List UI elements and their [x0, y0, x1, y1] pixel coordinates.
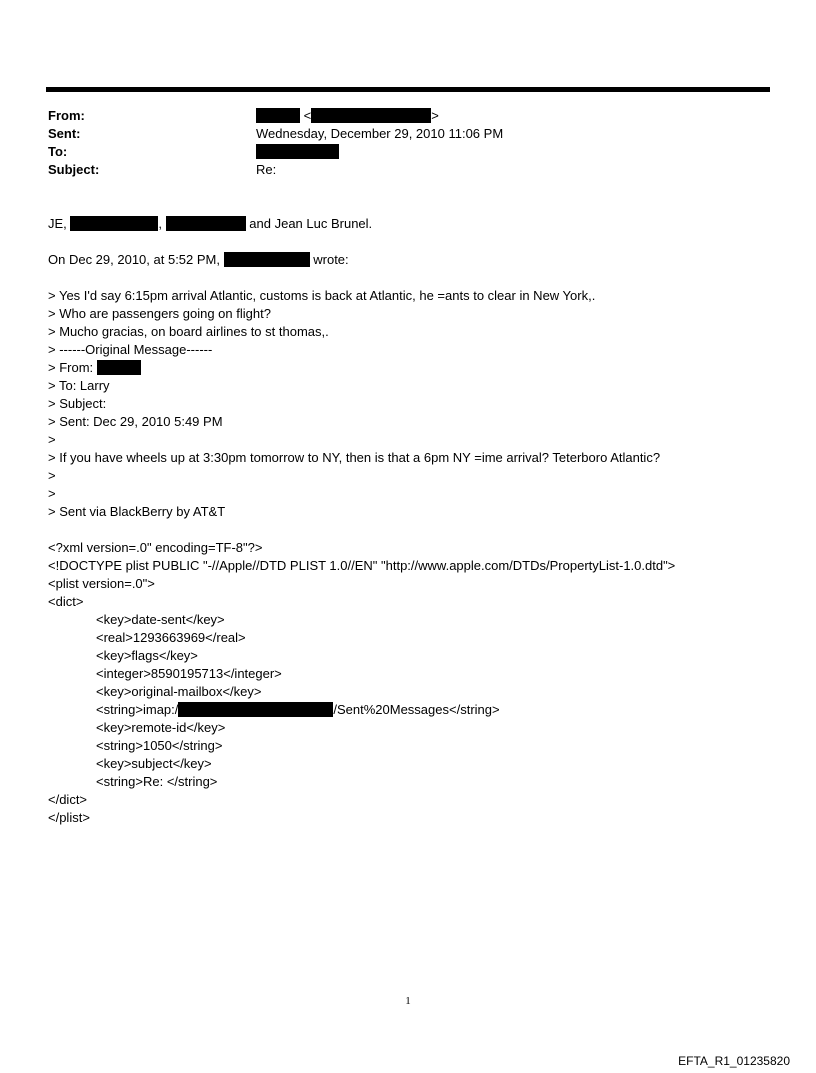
quoted-line: > Who are passengers going on flight? [48, 306, 271, 321]
redaction-block [166, 216, 246, 231]
plist-entry: <key>remote-id</key> [96, 720, 226, 735]
wrote-line [48, 251, 349, 269]
quoted-line: > [48, 486, 56, 501]
imap-suffix: /Sent%20Messages</string> [333, 702, 500, 717]
quoted-line: > ------Original Message------ [48, 342, 213, 357]
redaction-block [178, 702, 333, 717]
from-value [256, 107, 439, 125]
quoted-from-line [48, 359, 141, 377]
imap-prefix: <string>imap:/ [96, 702, 179, 717]
plist-open: <plist version=.0"> [48, 576, 155, 591]
sent-value: Wednesday, December 29, 2010 11:06 PM [256, 126, 504, 141]
redaction-block [70, 216, 158, 231]
to-value [256, 143, 339, 161]
redaction-block [224, 252, 310, 267]
from-label: From: [48, 108, 85, 123]
redaction-block [256, 144, 339, 159]
quoted-line: > [48, 432, 56, 447]
quoted-line: > Yes I'd say 6:15pm arrival Atlantic, customs is back at Atlantic, he =ants to clear in New York,. [48, 288, 596, 303]
quoted-line: > Sent: Dec 29, 2010 5:49 PM [48, 414, 223, 429]
plist-xml-decl: <?xml version=.0" encoding=TF-8"?> [48, 540, 263, 555]
from-lt: < [303, 108, 312, 123]
quoted-line: > To: Larry [48, 378, 110, 393]
top-rule [46, 87, 770, 92]
quoted-from-label: > From: [48, 360, 94, 375]
subject-value: Re: [256, 162, 277, 177]
plist-entry: <string>Re: </string> [96, 774, 218, 789]
from-gt: > [431, 108, 439, 123]
plist-entry: <key>flags</key> [96, 648, 198, 663]
sent-label: Sent: [48, 126, 81, 141]
redaction-block [97, 360, 141, 375]
quoted-line: > Sent via BlackBerry by AT&T [48, 504, 226, 519]
plist-entry: <key>date-sent</key> [96, 612, 225, 627]
dict-close: </dict> [48, 792, 88, 807]
bates-number: EFTA_R1_01235820 [678, 1054, 790, 1068]
plist-entry: <integer>8590195713</integer> [96, 666, 282, 681]
plist-close: </plist> [48, 810, 90, 825]
redaction-block [256, 108, 300, 123]
plist-entry: <real>1293663969</real> [96, 630, 246, 645]
greeting-suffix: and Jean Luc Brunel. [249, 216, 373, 231]
wrote-prefix: On Dec 29, 2010, at 5:52 PM, [48, 252, 220, 267]
plist-doctype: <!DOCTYPE plist PUBLIC "-//Apple//DTD PLIST 1.0//EN" "http://www.apple.com/DTDs/PropertyList-1.0.dtd"> [48, 558, 676, 573]
page-number: 1 [405, 995, 411, 1007]
plist-entry: <key>original-mailbox</key> [96, 684, 262, 699]
redaction-block [311, 108, 431, 123]
plist-entry: <string>1050</string> [96, 738, 223, 753]
quoted-line: > [48, 468, 56, 483]
dict-open: <dict> [48, 594, 84, 609]
greeting-line [48, 215, 372, 233]
wrote-suffix: wrote: [313, 252, 349, 267]
to-label: To: [48, 144, 68, 159]
plist-entry: <key>subject</key> [96, 756, 212, 771]
greeting-prefix: JE, [48, 216, 67, 231]
plist-imap-entry [96, 701, 500, 719]
greeting-comma: , [158, 216, 163, 231]
quoted-line: > Mucho gracias, on board airlines to st thomas,. [48, 324, 329, 339]
quoted-line: > Subject: [48, 396, 107, 411]
subject-label: Subject: [48, 162, 100, 177]
quoted-line: > If you have wheels up at 3:30pm tomorrow to NY, then is that a 6pm NY =ime arrival? Teterboro Atlantic? [48, 450, 661, 465]
